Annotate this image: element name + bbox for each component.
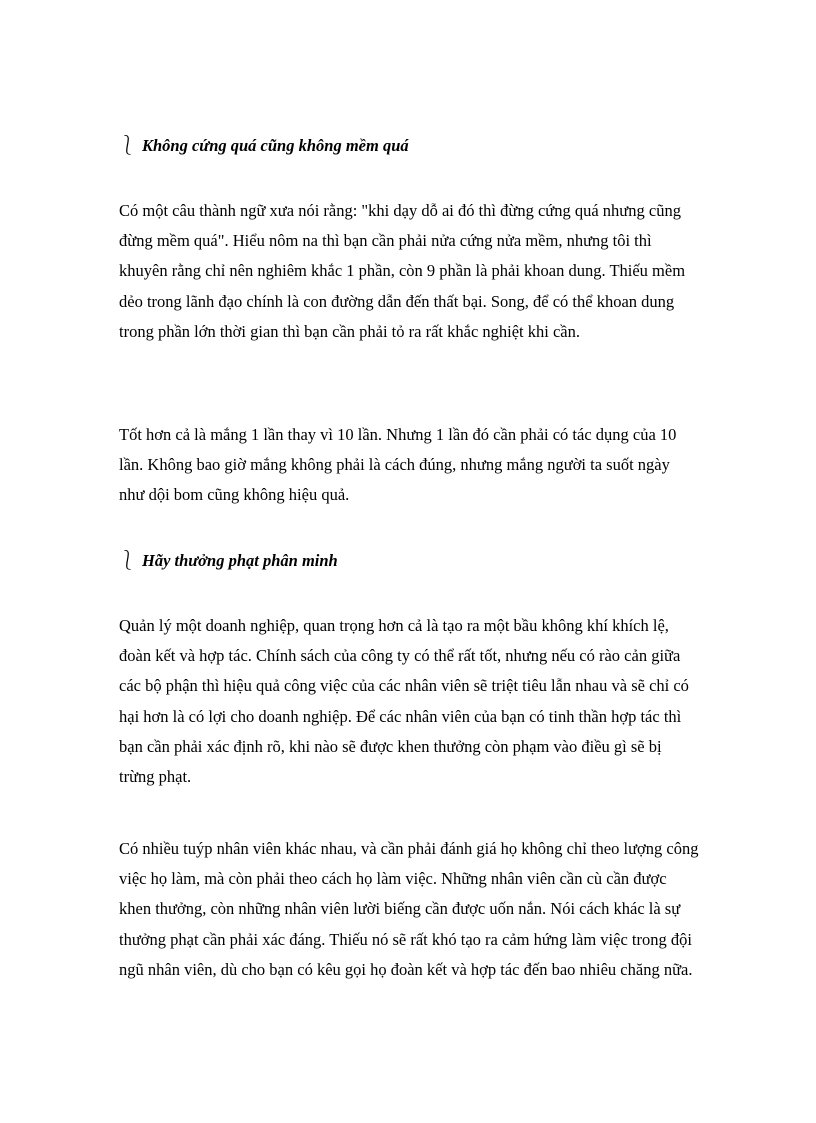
section-heading	[119, 136, 409, 156]
bullet-marker-icon: ⎱	[119, 135, 136, 156]
section-heading-text: Hãy thưởng phạt phân minh	[142, 551, 338, 570]
paragraph: Tốt hơn cả là mắng 1 lần thay vì 10 lần. Nhưng 1 lần đó cần phải có tác dụng của 10 lần. Không bao giờ mắng không phải là cách đúng, nhưng mắng người ta suốt ngày như dội bom cũng không hiệu quả.	[119, 425, 677, 505]
paragraph: Có nhiều tuýp nhân viên khác nhau, và cần phải đánh giá họ không chỉ theo lượng công việc họ làm, mà còn phải theo cách họ làm việc. Những nhân viên cần cù cần được khen thưởng, còn những nhân viên lười biếng cần được uốn nắn. Nói cách khác là sự thưởng phạt cần phải xác đáng. Thiếu nó sẽ rất khó tạo ra cảm hứng làm việc trong đội ngũ nhân viên, dù cho bạn có kêu gọi họ đoàn kết và hợp tác đến bao nhiêu chăng nữa.	[119, 839, 699, 979]
section-heading	[119, 551, 338, 571]
section-heading-text: Không cứng quá cũng không mềm quá	[142, 136, 409, 155]
paragraph: Quản lý một doanh nghiệp, quan trọng hơn cả là tạo ra một bầu không khí khích lệ, đoàn kết và hợp tác. Chính sách của công ty có thể rất tốt, nhưng nếu có rào cản giữa các bộ phận thì hiệu quả công việc của các nhân viên sẽ triệt tiêu lẫn nhau và sẽ chỉ có hại hơn là có lợi cho doanh nghiệp. Để các nhân viên của bạn có tinh thần hợp tác thì bạn cần phải xác định rõ, khi nào sẽ được khen thưởng còn phạm vào điều gì sẽ bị trừng phạt.	[119, 616, 689, 787]
paragraph: Có một câu thành ngữ xưa nói rằng: "khi dạy dỗ ai đó thì đừng cứng quá nhưng cũng đừng mềm quá". Hiểu nôm na thì bạn cần phải nửa cứng nửa mềm, nhưng tôi thì khuyên rằng chỉ nên nghiêm khắc 1 phần, còn 9 phần là phải khoan dung. Thiếu mềm dẻo trong lãnh đạo chính là con đường dẫn đến thất bại. Song, để có thể khoan dung trong phần lớn thời gian thì bạn cần phải tỏ ra rất khắc nghiệt khi cần.	[119, 201, 686, 341]
bullet-marker-icon: ⎱	[119, 550, 136, 571]
